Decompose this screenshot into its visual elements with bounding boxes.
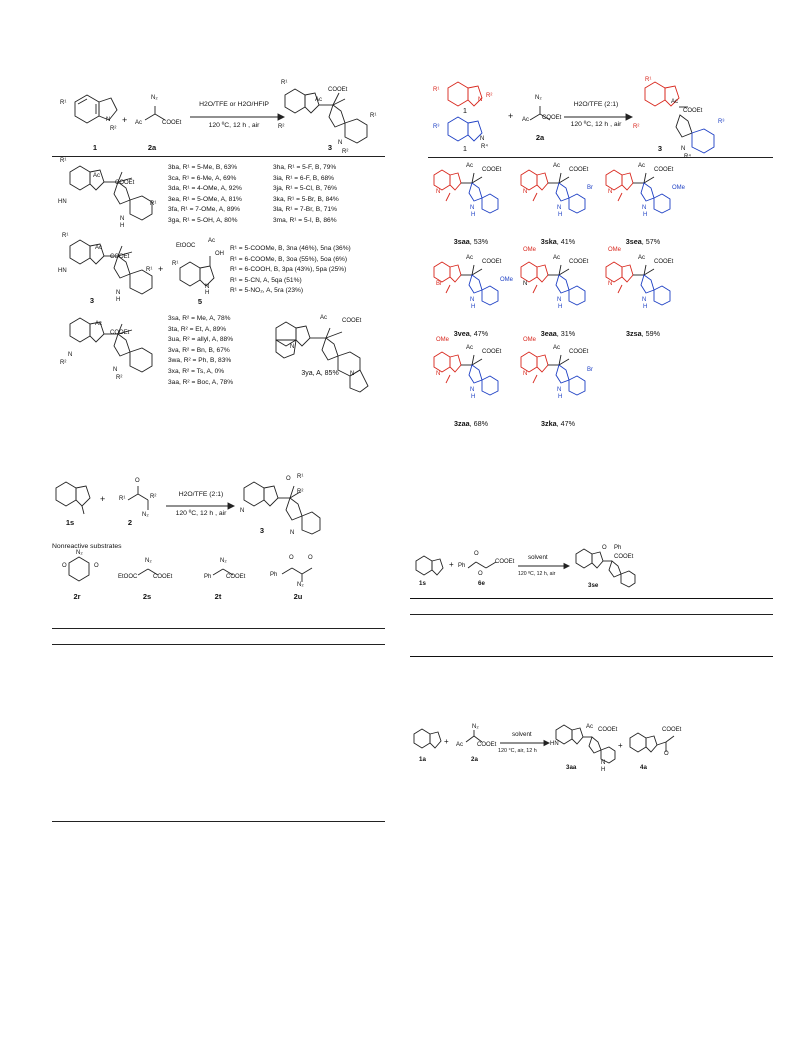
compound-n-indole: N: [523, 371, 528, 377]
compound-cooet: COOEt: [569, 167, 589, 173]
compound-n-indole: N: [436, 189, 441, 195]
table1-header-rule: [52, 644, 385, 645]
s2-r3: R³: [433, 124, 440, 130]
s5-conditions-bottom: 120 °C, air, 12 h: [498, 748, 537, 754]
compound-id: 3sea: [625, 237, 642, 246]
compound-h: H: [558, 212, 563, 218]
compound-structure: [515, 345, 601, 417]
compound-ac: Ac: [638, 255, 646, 261]
compound-n-blue: N: [470, 387, 475, 393]
bottom-row: 3sa, R² = Me, A, 78%: [168, 315, 231, 322]
bottom-row: 3aa, R² = Boc, A, 78%: [168, 378, 234, 386]
compound-cooet: COOEt: [569, 349, 589, 355]
product-r2b: R²: [342, 149, 349, 155]
compound-structure: [428, 345, 514, 417]
compound-yield: , 57%: [641, 237, 661, 246]
mid-row: R¹ = 6-COOMe, B, 3oa (55%), 5oa (6%): [230, 255, 348, 263]
compound-ac: Ac: [638, 163, 646, 169]
struct-c-n2: N: [113, 367, 118, 373]
s5-product-4a: [626, 730, 696, 765]
compound-structure: [428, 255, 514, 327]
s2-r2: R²: [486, 93, 493, 99]
compound-card: [600, 247, 686, 343]
nonreactive-2t-structure: [205, 563, 245, 583]
right-row: 3ia, R¹ = 6-F, B, 68%: [273, 174, 335, 182]
compound-yield: , 47%: [469, 329, 489, 338]
s3-conditions-top: H2O/TFE (2:1): [178, 491, 224, 498]
compound-n-blue: N: [470, 297, 475, 303]
compound-id: 3zaa: [454, 419, 470, 428]
compound-n-indole: N: [608, 281, 613, 287]
mid-row: R¹ = 5-COOMe, B, 3na (46%), 5na (36%): [230, 245, 351, 252]
compound-n-blue: N: [557, 297, 562, 303]
compound-card: [600, 163, 686, 251]
compound-n-indole: N: [523, 281, 528, 287]
product-n: N: [338, 140, 343, 146]
compound-ome-top: OMe: [523, 337, 537, 343]
label-3-mid: 3: [89, 296, 95, 305]
r1-atom: R¹: [60, 100, 67, 106]
s2-prod-r4: R⁴: [684, 154, 691, 160]
compound-cooet: COOEt: [482, 259, 502, 265]
s3-conditions-bottom: 120 ºC, 12 h , air: [175, 510, 227, 517]
s5-reaction-arrow: [500, 740, 550, 746]
struct-c-n: N: [68, 352, 73, 358]
struct-b-r1b: R¹: [146, 267, 153, 273]
plus-sign-mid: +: [158, 264, 164, 274]
jul-cooet: COOEt: [342, 318, 362, 324]
label-5-mid: 5: [197, 297, 203, 306]
struct-b-r1: R¹: [62, 233, 69, 239]
nr-2u-ph: Ph: [270, 572, 278, 578]
s3-prod-r2: R²: [297, 489, 304, 495]
compound-id: 3zka: [541, 419, 557, 428]
compound-h: H: [558, 394, 563, 400]
s4-conditions-bottom: 120 ºC, 12 h, air: [518, 571, 556, 577]
s2-n: N: [478, 97, 483, 103]
compound-ac: Ac: [553, 163, 561, 169]
compound-label: [428, 419, 514, 428]
s2-cooet: COOEt: [542, 115, 562, 121]
compound-card: [515, 247, 601, 343]
table2-header-rule: [410, 614, 773, 615]
compound-card: [428, 163, 514, 251]
compound-yield: , 68%: [469, 419, 488, 428]
compound-label: [515, 419, 601, 428]
compound-cooet: COOEt: [482, 167, 502, 173]
s3-reaction-arrow: [166, 502, 236, 510]
compound-label: [600, 237, 686, 246]
right-column-list: [273, 163, 339, 227]
nr-2s-etooc: EtOOC: [118, 574, 138, 580]
s5-4a-o: O: [664, 751, 669, 757]
table1-top-rule: [52, 628, 385, 629]
struct-a-ac: Ac: [93, 173, 101, 179]
s2-prod-ac: Ac: [671, 99, 679, 105]
left-row: 3ca, R¹ = 6-Me, A, 69%: [168, 174, 237, 182]
s5-label-3aa: 3aa: [566, 764, 577, 771]
nonreactive-2s: 2s: [142, 592, 152, 601]
s5-plus-2: +: [618, 741, 623, 750]
s3-prod-r1: R¹: [297, 474, 304, 480]
scheme2-divider: [428, 157, 773, 158]
s3-prod-n: N: [240, 508, 245, 514]
product-r1: R¹: [281, 80, 288, 86]
table1-bottom-rule: [52, 821, 385, 822]
s5-ac: Ac: [456, 742, 464, 748]
product-generic-structure-b: [60, 232, 170, 312]
s3-label-1s: 1s: [65, 518, 75, 527]
struct-c-r2b: R²: [116, 375, 123, 381]
struct5-etooc: EtOOC: [176, 243, 196, 249]
compound-structure: [515, 163, 601, 235]
s3-label-2: 2: [127, 518, 133, 527]
struct-b-n: N: [116, 290, 121, 296]
table2-bottom-rule: [410, 656, 773, 657]
compound-id: 3ska: [540, 237, 557, 246]
compound-ome-top: OMe: [523, 247, 537, 253]
jul-n: N: [290, 344, 295, 350]
compound-n-indole: N: [523, 189, 528, 195]
left-row: 3ea, R¹ = 5-OMe, A, 81%: [168, 195, 242, 203]
compound-id: 3eaa: [540, 329, 557, 338]
s2-r1: R¹: [433, 87, 440, 93]
compound-card: [428, 255, 514, 343]
reactant-2a-label: 2a: [147, 143, 157, 152]
struct-b-ac: Ac: [95, 245, 103, 251]
compound-n-indole: N: [436, 371, 441, 377]
right-row: 3ja, R¹ = 5-Cl, B, 76%: [273, 185, 337, 193]
s4-label-3se: 3se: [588, 582, 599, 589]
nonreactive-2r: 2r: [73, 592, 81, 601]
s4-prod-o: O: [602, 545, 607, 551]
compound-structure: [600, 163, 686, 235]
conditions-top: H2O/TFE or H2O/HFIP: [199, 101, 269, 108]
compound-yield: , 31%: [556, 329, 576, 338]
compound-card: [515, 163, 601, 251]
struct-c-r2: R²: [60, 360, 67, 366]
s4-prod-cooet: COOEt: [614, 554, 634, 560]
s3-r2: R²: [150, 494, 157, 500]
compound-card: [428, 337, 514, 433]
s3-plus: +: [100, 494, 106, 504]
struct5-r1: R¹: [172, 261, 179, 267]
product-r1b: R¹: [370, 113, 377, 119]
product-3-label: 3: [327, 143, 333, 152]
nr-2r-n2: N₂: [76, 550, 83, 556]
nr-2u-o2: O: [308, 555, 313, 561]
nr-2u-n2: N₂: [297, 582, 304, 588]
struct5-oh: OH: [215, 251, 224, 257]
compound-ac: Ac: [466, 163, 474, 169]
s3-prod-n2: N: [290, 530, 295, 536]
julolidine-label: 3ya, A, 85%: [301, 370, 339, 377]
compound-ac: Ac: [466, 255, 474, 261]
s2-n2: N₂: [535, 95, 542, 101]
compound-h: H: [471, 304, 476, 310]
compound-cooet: COOEt: [569, 259, 589, 265]
bottom-row: 3va, R² = Bn, B, 67%: [168, 346, 230, 354]
s3-n2: N₂: [142, 512, 149, 518]
s2-label-2a: 2a: [535, 133, 545, 142]
s4-o1: O: [474, 551, 479, 557]
compound-h: H: [643, 304, 648, 310]
compound-id: 3saa: [453, 237, 470, 246]
r2-atom: R²: [110, 126, 117, 132]
product-n-substituted-structure: [60, 310, 170, 390]
s5-conditions-top: solvent: [512, 731, 532, 738]
compound-label: [515, 237, 601, 246]
compound-label: [428, 237, 514, 246]
left-row: 3ga, R¹ = 5-OH, A, 80%: [168, 216, 238, 224]
compound-substituent: Br: [587, 185, 593, 191]
right-row: 3ka, R¹ = 5-Br, B, 84%: [273, 195, 339, 203]
compound-substituent: OMe: [500, 277, 514, 283]
bottom-column-list: [168, 314, 233, 388]
product-cooet: COOEt: [328, 87, 348, 93]
compound-ac: Ac: [553, 345, 561, 351]
right-row: 3la, R¹ = 7-Br, B, 71%: [273, 206, 337, 214]
s5-prod-h: H: [601, 767, 606, 773]
julolidine-product-structure: [268, 310, 383, 395]
s3-prod-o: O: [286, 476, 291, 482]
s3-r1: R¹: [119, 496, 126, 502]
nr-2t-cooet: COOEt: [226, 574, 246, 580]
s4-prod-ph: Ph: [614, 545, 622, 551]
compound-id: 3vea: [453, 329, 470, 338]
nr-2s-n2: N₂: [145, 558, 152, 564]
s5-prod-ac: Ac: [586, 724, 594, 730]
left-column-list: [168, 163, 242, 227]
compound-n-blue: N: [642, 205, 647, 211]
s3-o: O: [135, 478, 140, 484]
compound-id: 3zsa: [626, 329, 642, 338]
struct-a-hn: HN: [58, 199, 67, 205]
compound-ac: Ac: [553, 255, 561, 261]
s5-label-1a: 1a: [419, 756, 426, 763]
nonreactive-2r-structure: [55, 553, 105, 593]
compound-n-blue: N: [557, 205, 562, 211]
s4-label-6e: 6e: [478, 580, 485, 587]
left-row: 3da, R¹ = 4-OMe, A, 92%: [168, 185, 242, 193]
s2-reaction-arrow: [564, 113, 634, 121]
table2-top-rule: [410, 598, 773, 599]
compound-h: H: [471, 394, 476, 400]
right-row: 3ma, R¹ = 5-I, B, 86%: [273, 216, 337, 224]
s5-n2: N₂: [472, 724, 479, 730]
compound-yield: , 53%: [469, 237, 489, 246]
nonreactive-2t: 2t: [214, 592, 222, 601]
s4-plus: +: [449, 560, 454, 569]
compound-ome-top: OMe: [608, 247, 622, 253]
s2-prod-r1: R¹: [645, 77, 652, 83]
s4-o2: O: [478, 571, 483, 577]
mid-column-list: [230, 244, 351, 297]
compound-n-blue: N: [642, 297, 647, 303]
n-atom: N: [106, 117, 111, 123]
s2-ac: Ac: [522, 117, 530, 123]
s4-cooet: COOEt: [495, 559, 515, 565]
struct-c-ac: Ac: [95, 321, 103, 327]
s2-prod-r3: R³: [718, 119, 725, 125]
compound-h: H: [471, 212, 476, 218]
jul-n2: N: [350, 371, 355, 377]
struct-c-cooet: COOEt: [110, 330, 130, 336]
struct-a-r1b: R¹: [150, 201, 157, 207]
jul-ac: Ac: [320, 315, 328, 321]
reaction-arrow: [190, 113, 285, 121]
compound-n-blue: N: [470, 205, 475, 211]
s2-label-1b: 1: [462, 144, 468, 153]
bottom-row: 3xa, R² = Ts, A, 0%: [168, 367, 225, 375]
struct5-n: N: [205, 284, 210, 290]
right-row: 3ha, R¹ = 5-F, B, 79%: [273, 164, 337, 171]
compound-label: [600, 329, 686, 338]
s4-indole-1s: [412, 553, 452, 583]
s2-prod-n: N: [681, 146, 686, 152]
conditions-bottom: 120 ºC, 12 h , air: [208, 122, 260, 129]
s4-ph: Ph: [458, 563, 466, 569]
left-row: 3ba, R¹ = 5-Me, B, 63%: [168, 164, 238, 171]
s4-label-1s: 1s: [419, 580, 426, 587]
compound-cooet: COOEt: [482, 349, 502, 355]
nr-2r-o1: O: [62, 563, 67, 569]
compound-yield: , 41%: [556, 237, 576, 246]
s2-r4: R⁴: [481, 144, 488, 150]
bottom-row: 3ta, R² = Et, A, 89%: [168, 325, 227, 333]
compound-substituent: Br: [587, 367, 593, 373]
struct5-ac: Ac: [208, 238, 216, 244]
mid-row: R¹ = 5-CN, A, 5qa (51%): [230, 276, 302, 284]
struct-a-cooet: COOEt: [115, 180, 135, 186]
compound-n-blue: N: [557, 387, 562, 393]
product-generic-structure-a: [60, 160, 170, 240]
compound-ome-top: OMe: [436, 337, 450, 343]
product-r2: R²: [278, 124, 285, 130]
s2-conditions-top: H2O/TFE (2:1): [573, 101, 619, 108]
left-row: 3fa, R¹ = 7-OMe, A, 89%: [168, 206, 241, 214]
s5-prod-hn: HN: [550, 741, 559, 747]
nonreactive-2s-structure: [130, 563, 173, 583]
s5-4a-cooet: COOEt: [662, 727, 682, 733]
compound-cooet: COOEt: [654, 167, 674, 173]
s5-plus: +: [444, 737, 449, 746]
cooet-atom: COOEt: [162, 120, 182, 126]
compound-h: H: [643, 212, 648, 218]
s2-product-blue-part: [660, 105, 740, 165]
plus-sign: +: [122, 115, 128, 125]
s5-label-2a: 2a: [471, 756, 478, 763]
compound-substituent: OMe: [672, 185, 686, 191]
nr-2s-cooet: COOEt: [153, 574, 173, 580]
struct-b-hn: HN: [58, 268, 67, 274]
s5-prod-cooet: COOEt: [598, 727, 618, 733]
compound-ac: Ac: [466, 345, 474, 351]
s2-prod-cooet: COOEt: [683, 108, 703, 114]
s4-conditions-top: solvent: [528, 554, 548, 561]
n2-atom: N₂: [151, 95, 158, 101]
nr-2r-o2: O: [94, 563, 99, 569]
nr-2u-o1: O: [289, 555, 294, 561]
s5-label-4a: 4a: [640, 764, 647, 771]
compound-structure: [428, 163, 514, 235]
s2-label-1a: 1: [462, 106, 468, 115]
s2-label-3: 3: [657, 144, 663, 153]
s4-reaction-arrow: [518, 563, 570, 569]
compound-cooet: COOEt: [654, 259, 674, 265]
s3-label-3: 3: [259, 526, 265, 535]
compound-n-indole: Br: [436, 281, 442, 287]
scheme1-divider: [52, 156, 385, 157]
s2-prod-r2: R²: [633, 124, 640, 130]
compound-structure: [600, 255, 686, 327]
nr-2t-ph: Ph: [204, 574, 212, 580]
s2-n-b: N: [480, 136, 485, 142]
s3-indole-1s: [50, 478, 100, 518]
nonreactive-2u: 2u: [293, 592, 303, 601]
nr-2t-n2: N₂: [220, 558, 227, 564]
nonreactive-title: Nonreactive substrates: [52, 543, 122, 550]
struct-a-h: H: [120, 223, 125, 229]
compound-card: [515, 337, 601, 433]
product-ac: Ac: [315, 97, 323, 103]
s5-prod-n: N: [601, 760, 606, 766]
struct-a-n: N: [120, 216, 125, 222]
reactant-1-label: 1: [92, 143, 98, 152]
bottom-row: 3wa, R² = Ph, B, 83%: [168, 357, 232, 365]
compound-n-indole: N: [608, 189, 613, 195]
ac-atom: Ac: [135, 120, 143, 126]
s2-plus: +: [508, 111, 514, 121]
s5-cooet: COOEt: [477, 742, 497, 748]
struct-a-r1: R¹: [60, 158, 67, 164]
struct-b-cooet: COOEt: [110, 254, 130, 260]
indole-reactant-structure: [65, 90, 128, 140]
bottom-row: 3ua, R² = allyl, A, 88%: [168, 336, 234, 344]
compound-yield: , 59%: [641, 329, 660, 338]
mid-row: R¹ = 6-COOH, B, 3pa (43%), 5pa (25%): [230, 266, 347, 274]
s2-conditions-bottom: 120 ºC, 12 h , air: [570, 121, 622, 128]
struct5-h: H: [205, 290, 210, 296]
compound-structure: [515, 255, 601, 327]
compound-yield: , 47%: [556, 419, 575, 428]
struct-b-h: H: [116, 297, 121, 303]
compound-h: H: [558, 304, 563, 310]
mid-row: R¹ = 5-NO₂, A, 5ra (23%): [230, 287, 304, 295]
